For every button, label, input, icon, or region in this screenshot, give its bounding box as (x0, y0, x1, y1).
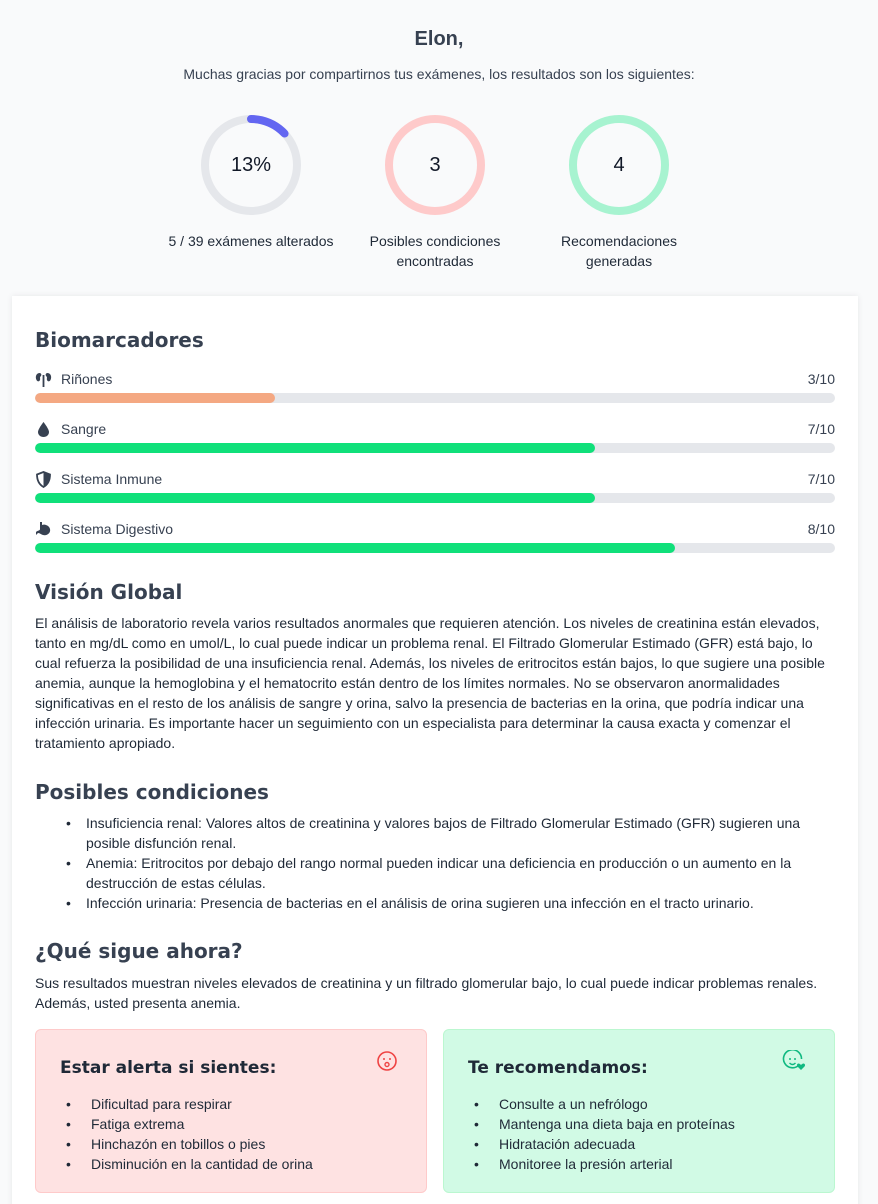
biomarker-row-kidneys (35, 369, 835, 409)
overview-text: El análisis de laboratorio revela varios resultados anormales que requieren atención. Los niveles de creatinina están elevados, tanto en mg/dL como en umol/L, lo cual puede indicar un problema renal. El Filtrado Glomerular Estimado (GFR) está bajo, lo cual refuerza la posibilidad de una insuficiencia renal. Además, los niveles de eritrocitos están bajos, lo que sugiere una posible anemia, aunque la hemoglobina y el hematocrito están dentro de los límites normales. No se observaron anormalidades significativas en el resto de los análisis de sangre y orina, salvo la presencia de bacterias en la orina, que podría indicar una infección urinaria. Es importante hacer un seguimiento con un especialista para determinar la causa exacta y comenzar el tratamiento apropiado. (35, 615, 825, 751)
biomarker-bar-fill (35, 543, 675, 553)
biomarker-bar-fill (35, 393, 275, 403)
list-item: • Anemia: Eritrocitos por debajo del rango normal pueden indicar una deficiencia en producción o un aumento en la destrucción de estas células. (66, 855, 792, 891)
intro-text: Muchas gracias por compartirnos tus exámenes, los resultados son los siguientes: (183, 66, 695, 82)
shield-icon (35, 471, 52, 488)
conditions-ring (383, 113, 487, 217)
recommendations-box-title: Te recomendamos: (468, 1058, 648, 1078)
conditions-list (35, 813, 835, 913)
list-item: • Infección urinaria: Presencia de bacterias en el análisis de orina sugieren una infección en el tracto urinario. (66, 895, 754, 911)
biomarker-bar (35, 393, 835, 403)
stat-value: 4 (613, 154, 625, 176)
list-item: • Consulte a un nefrólogo (468, 1094, 810, 1114)
biomarker-score: 7/10 (807, 471, 835, 487)
happy-face-heart-icon (782, 1050, 806, 1072)
blood-drop-icon (35, 421, 52, 438)
biomarker-bar-fill (35, 493, 595, 503)
list-item: • Hinchazón en tobillos o pies (60, 1134, 402, 1154)
biomarker-score: 8/10 (807, 521, 835, 537)
recommendations-ring (567, 113, 671, 217)
next-steps-text: Sus resultados muestran niveles elevados de creatinina y un filtrado glomerular bajo, lo cual puede indicar problemas renales. Además, usted presenta anemia. (35, 975, 818, 1011)
biomarker-label: Sangre (61, 421, 107, 437)
alert-box (35, 1029, 427, 1193)
stat-caption: Posibles condiciones encontradas (369, 233, 501, 269)
biomarkers-title: Biomarcadores (35, 328, 204, 352)
alert-box-title: Estar alerta si sientes: (60, 1058, 277, 1078)
list-item: • Dificultad para respirar (60, 1094, 402, 1114)
biomarker-bar (35, 493, 835, 503)
list-item: • Insuficiencia renal: Valores altos de creatinina y valores bajos de Filtrado Glomerular Estimado (GFR) sugieren una posible disfunción renal. (66, 815, 801, 851)
list-item: • Disminución en la cantidad de orina (60, 1154, 402, 1174)
greeting-title: Elon, (414, 28, 464, 50)
alert-list (60, 1094, 402, 1174)
stat-value: 3 (429, 154, 441, 176)
stat-conditions (350, 113, 520, 271)
recommendations-box (443, 1029, 835, 1193)
biomarker-score: 7/10 (807, 421, 835, 437)
biomarker-label: Sistema Digestivo (61, 521, 174, 537)
worried-face-icon (376, 1050, 398, 1072)
biomarker-bar (35, 543, 835, 553)
stat-recommendations (534, 113, 704, 271)
stomach-icon (35, 521, 52, 538)
stat-caption: 5 / 39 exámenes alterados (168, 233, 334, 249)
list-item: • Hidratación adecuada (468, 1134, 810, 1154)
biomarker-score: 3/10 (807, 371, 835, 387)
progress-ring (199, 113, 303, 217)
biomarker-row-digestive (35, 519, 835, 559)
biomarker-row-immune (35, 469, 835, 509)
stat-altered-exams (166, 113, 336, 251)
stat-value: 13% (230, 154, 272, 176)
list-item: • Mantenga una dieta baja en proteínas (468, 1114, 810, 1134)
recommendations-list (468, 1094, 810, 1174)
biomarker-bar (35, 443, 835, 453)
kidneys-icon (35, 371, 52, 388)
next-steps-title: ¿Qué sigue ahora? (35, 939, 243, 963)
biomarker-label: Riñones (61, 371, 113, 387)
biomarker-row-blood (35, 419, 835, 459)
biomarker-label: Sistema Inmune (61, 471, 163, 487)
overview-title: Visión Global (35, 580, 183, 604)
conditions-title: Posibles condiciones (35, 780, 269, 804)
list-item: • Fatiga extrema (60, 1114, 402, 1134)
stat-caption: Recomendaciones generadas (561, 233, 677, 269)
list-item: • Monitoree la presión arterial (468, 1154, 810, 1174)
biomarker-bar-fill (35, 443, 595, 453)
